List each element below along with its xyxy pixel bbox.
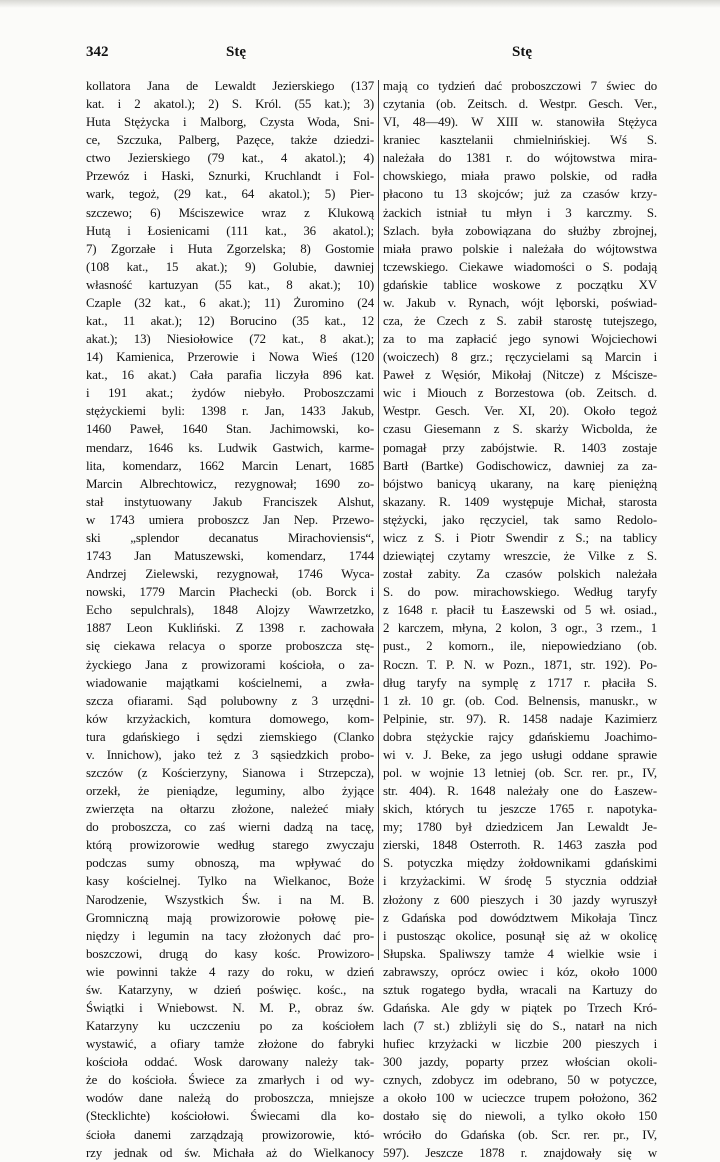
text-line: wie powinni także 4 razy do roku, w dzień <box>86 964 374 979</box>
text-line: szcza ofiarami. Sąd polubowny z 3 urzędni- <box>86 693 374 708</box>
text-line: 1 zł. 10 gr. (ob. Cod. Belnensis, manuskr., w <box>383 693 657 708</box>
text-line: boszczowi, drugą do kasy kośc. Prowizoro- <box>86 946 374 961</box>
text-line: należała do 1381 r. do wójtowstwa mira- <box>383 151 657 166</box>
running-head-right: Stę <box>512 44 532 60</box>
text-line: w. Jakub v. Rynach, wójt lęborski, poświad- <box>383 295 657 310</box>
text-line: wi v. J. Beke, za jego usługi oddane sprawie <box>383 747 657 762</box>
text-line: Czaple (32 kat., 6 akat.); 11) Żuromino (24 <box>86 295 374 310</box>
text-line: Katarzyny ku uczczeniu po za kościołem <box>86 1019 374 1034</box>
text-line: S. potyczka między żołdownikami gdańskimi <box>383 856 657 871</box>
text-line: za to ma zapłacić jego synowi Wojciechowi <box>383 332 657 347</box>
text-line: (Stecklichte) kościołowi. Świecami dla ko- <box>86 1109 374 1124</box>
text-line: kasy kościelnej. Tylko na Wielkanoc, Boże <box>86 874 374 889</box>
text-line: miała prawo polskie i należała do wójtowstwa <box>383 241 657 256</box>
text-line: Huta Stężycka i Malborg, Czysta Woda, Sni- <box>86 115 374 130</box>
text-line: cza, że Czech z S. zabił starostę tutejszego, <box>383 314 657 329</box>
text-line: Przewóz i Haski, Sznurki, Kruchlandt i Fol- <box>86 169 374 184</box>
text-line: kościoła oddać. Wosk darowany należy tak- <box>86 1055 374 1070</box>
text-line: stężycki, jako ręczyciel, tak samo Redolo- <box>383 512 657 527</box>
text-line: św. Katarzyny, w dzień poświęc. kośc., na <box>86 982 374 997</box>
text-line: rzy jednak od św. Michała aż do Wielkanocy <box>86 1145 374 1160</box>
text-line: Hutą i Łosienicami (111 kat., 36 akatol.); <box>86 223 374 238</box>
text-line: gdańskie tablice woskowe z początku XV <box>383 277 657 292</box>
text-line: Paweł z Węsiór, Mikołaj (Nitcze) z Mścisze- <box>383 368 657 383</box>
text-line: życkiego Jana z prowizorami kościoła, o za- <box>86 657 374 672</box>
right-text-column <box>383 77 657 1160</box>
text-line: kollatora Jana de Lewaldt Jezierskiego (137 <box>86 79 374 93</box>
text-line: ski „splendor decanatus Mirachoviensis“, <box>86 530 374 545</box>
text-line: się ciekawa relacya o sporze proboszcza stę- <box>86 639 374 654</box>
text-line: dobra stężyckie rajcy gdańskiemu Joachimo- <box>383 729 657 744</box>
text-line: skich, których tu jeszcze 1765 r. napotyka- <box>383 802 657 817</box>
text-line: (108 kat., 15 akat.); 9) Golubie, dawniej <box>86 259 374 274</box>
text-line: i 191 akat.; żydów niebyło. Proboszczami <box>86 386 374 401</box>
text-line: kraniec kasztelanii chmielnińskiej. Wś S. <box>383 133 657 148</box>
text-line: v. Innichow), jako też z 3 sąsiedzkich probo- <box>86 747 374 762</box>
text-line: 7) Zgorzałe i Huta Zgorzelska; 8) Gostomie <box>86 241 374 256</box>
text-line: wiadowanie majątkami kościelnemi, a zwła- <box>86 675 374 690</box>
text-line: nowski, 1779 Marcin Płachecki (ob. Borck i <box>86 585 374 600</box>
text-line: bójstwo banicyą ukarany, na karę pieniężną <box>383 476 657 491</box>
text-line: a około 100 w ucieczce trupem położono, 362 <box>383 1091 657 1106</box>
text-line: Świątki i Wniebowst. N. M. P., obraz św. <box>86 1000 374 1015</box>
text-line: Marcin Albrechtowicz, rezygnował; 1690 zo- <box>86 476 374 491</box>
text-line: 300 jazdy, poparty przez włościan okoli- <box>383 1055 657 1070</box>
text-line: którą prowizorowie według starego zwyczaju <box>86 838 374 853</box>
text-line: orzekł, że pieniądze, leguminy, albo żyjące <box>86 784 374 799</box>
page-header <box>0 44 720 64</box>
text-line: cznych, zdobycz im odebrano, 50 w potyczce, <box>383 1073 657 1088</box>
text-line: zwierzęta na ołtarzu złożone, należeć miały <box>86 802 374 817</box>
text-line: Narodzenie, Wszystkich Św. i na M. B. <box>86 892 374 907</box>
text-line: lach (7 st.) zbliżyli się do S., natarł na nich <box>383 1019 657 1034</box>
text-line: dług taryfy na symplę z 1717 r. płaciła S. <box>383 675 657 690</box>
text-line: że do kościoła. Świece za zmarłych i od wy- <box>86 1073 374 1088</box>
column-divider <box>378 80 379 960</box>
text-line: 2 karczem, młyna, 2 kolon, 3 ogr., 3 rzem., 1 <box>383 621 657 636</box>
text-line: złożony z 600 pieszych i 30 jazdy wyruszył <box>383 892 657 907</box>
text-line: wicz z S. i Piotr Swendir z S.; na tablicy <box>383 530 657 545</box>
text-line: wic i Miouch z Borzestowa (ob. Zeitsch. d. <box>383 386 657 401</box>
text-line: Echo sepulchrals), 1848 Alojzy Wawrzetzko, <box>86 603 374 618</box>
text-line: dostało się do niewoli, a tylko około 150 <box>383 1109 657 1124</box>
text-line: ścioła danemi zarządzają prowizorowie, któ- <box>86 1127 374 1142</box>
text-line: kat. i 2 akatol.); 2) S. Król. (55 kat.); 3) <box>86 97 374 112</box>
text-line: tura gdańskiego i sędzi ziemskiego (Clanko <box>86 729 374 744</box>
text-line: hufiec krzyżacki w liczbie 200 pieszych i <box>383 1037 657 1052</box>
text-line: i krzyżackimi. W środę 5 stycznia oddział <box>383 874 657 889</box>
text-line: Gdańska. Ale gdy w piątek po Trzech Kró- <box>383 1000 657 1015</box>
text-line: do proboszcza, co zaś wierni dadzą na tacę, <box>86 820 374 835</box>
text-line: został zabity. Za czasów polskich należała <box>383 567 657 582</box>
text-line: podczas sumy obnoszą, ma wpływać do <box>86 856 374 871</box>
text-line: Bartł (Bartke) Godischowicz, dawniej za za- <box>383 458 657 473</box>
text-line: Westpr. Gesch. Ver. XI, 20). Około tegoż <box>383 404 657 419</box>
text-line: stężyckiemi byli: 1398 r. Jan, 1433 Jakub, <box>86 404 374 419</box>
text-line: (woiczech) 8 grz.; ręczycielami są Marcin i <box>383 350 657 365</box>
page-edge <box>0 0 720 8</box>
text-line: ctwo Jezierskiego (79 kat., 4 akatol.); 4) <box>86 151 374 166</box>
text-line: i pustosząc okolice, posunął się aż w okolicę <box>383 928 657 943</box>
text-line: akat.); 13) Niesiołowice (72 kat., 8 akat.); <box>86 332 374 347</box>
text-line: mendarz, 1646 ks. Ludwik Gastwich, karme- <box>86 440 374 455</box>
text-line: lita, komendarz, 1662 Marcin Lenart, 1685 <box>86 458 374 473</box>
text-line: zierski, 1848 Osterroth. R. 1463 zaszła pod <box>383 838 657 853</box>
running-head-left: Stę <box>226 44 246 60</box>
text-line: stał instytuowany Jakub Franciszek Alshut, <box>86 494 374 509</box>
text-line: Roczn. T. P. N. w Pozn., 1871, str. 192). Po- <box>383 657 657 672</box>
text-line: pomagał przy zabójstwie. R. 1403 zostaje <box>383 440 657 455</box>
text-line: 14) Kamienica, Przerowie i Nowa Wieś (120 <box>86 350 374 365</box>
text-line: 597). Jeszcze 1878 r. znajdowały się w <box>383 1145 657 1160</box>
left-text-column <box>86 77 374 1160</box>
text-line: 1887 Leon Kukliński. Z 1398 r. zachowała <box>86 621 374 636</box>
text-line: zabrawszy, oprócz owiec i kóz, około 1000 <box>383 964 657 979</box>
text-line: Pelpinie, str. 97). R. 1458 nadaje Kazimierz <box>383 711 657 726</box>
text-line: szczewo; 6) Mściszewice wraz z Klukową <box>86 205 374 220</box>
text-line: własność kartuzyan (55 kat., 8 akat.); 10) <box>86 277 374 292</box>
text-line: płacono tu 13 skojców; już za czasów krzy- <box>383 187 657 202</box>
text-line: ków krzyżackich, komtura domowego, kom- <box>86 711 374 726</box>
text-line: w 1743 umiera proboszcz Jan Nep. Przewo- <box>86 512 374 527</box>
text-line: pol. w wojnie 13 letniej (ob. Scr. rer. pr., IV, <box>383 765 657 780</box>
text-line: ce, Szczuka, Palberg, Pazęce, także dziedzi- <box>86 133 374 148</box>
text-line: Gromniczną mają prowizorowie połowę pie- <box>86 910 374 925</box>
text-line: Andrzej Zielewski, rezygnował, 1746 Wyca- <box>86 567 374 582</box>
page-number: 342 <box>86 44 109 60</box>
text-line: Słupska. Spaliwszy tamże 4 wielkie wsie i <box>383 946 657 961</box>
text-line: z 1648 r. płacił tu Łaszewski od 5 wł. osiad., <box>383 603 657 618</box>
text-line: niędzy i legumin na tacy złożonych dać pro- <box>86 928 374 943</box>
text-line: sztuk rogatego bydła, wracali na Kartuzy do <box>383 982 657 997</box>
text-line: pust., 2 komorn., ile, niepowiedziano (ob. <box>383 639 657 654</box>
text-line: 1743 Jan Matuszewski, komendarz, 1744 <box>86 549 374 564</box>
text-line: VI, 48—49). W XIII w. stanowiła Stężyca <box>383 115 657 130</box>
text-line: my; 1780 był dziedzicem Jan Lewaldt Je- <box>383 820 657 835</box>
text-line: str. 404). R. 1648 należały one do Łaszew- <box>383 784 657 799</box>
text-line: żackich istniał tu młyn i 3 karczmy. S. <box>383 205 657 220</box>
text-line: mają co tydzień dać proboszczowi 7 świec do <box>383 79 657 93</box>
text-line: szczów (z Kościerzyny, Sianowa i Strzepcza), <box>86 765 374 780</box>
text-line: dziewiątej czytamy wreszcie, że Vilke z S. <box>383 549 657 564</box>
text-line: wodów dane należą do proboszcza, mniejsze <box>86 1091 374 1106</box>
text-line: tczewskiego. Ciekawe wiadomości o S. podają <box>383 259 657 274</box>
text-line: skazany. R. 1409 występuje Michał, starosta <box>383 494 657 509</box>
text-line: 1460 Paweł, 1640 Stan. Jachimowski, ko- <box>86 422 374 437</box>
text-line: Szlach. była zobowiązana do służby zbrojnej, <box>383 223 657 238</box>
text-line: czasu Giesemann z S. skarży Wicbolda, że <box>383 422 657 437</box>
text-line: z Gdańska pod dowództwem Mikołaja Tincz <box>383 910 657 925</box>
text-line: kat., 16 akat.) Cała parafia liczyła 896 kat. <box>86 368 374 383</box>
text-line: S. do pow. mirachowskiego. Według taryfy <box>383 585 657 600</box>
text-line: wróciło do Gdańska (ob. Scr. rer. pr., IV, <box>383 1127 657 1142</box>
text-line: czytania (ob. Zeitsch. d. Westpr. Gesch. Ver., <box>383 97 657 112</box>
text-line: wystawić, a ofiary tamże złożone do fabryki <box>86 1037 374 1052</box>
text-line: kat., 11 akat.); 12) Borucino (35 kat., 12 <box>86 314 374 329</box>
text-line: chowskiego, miała prawo polskie, od radła <box>383 169 657 184</box>
text-line: wark, tegoż, (29 kat., 64 akatol.); 5) Pier- <box>86 187 374 202</box>
